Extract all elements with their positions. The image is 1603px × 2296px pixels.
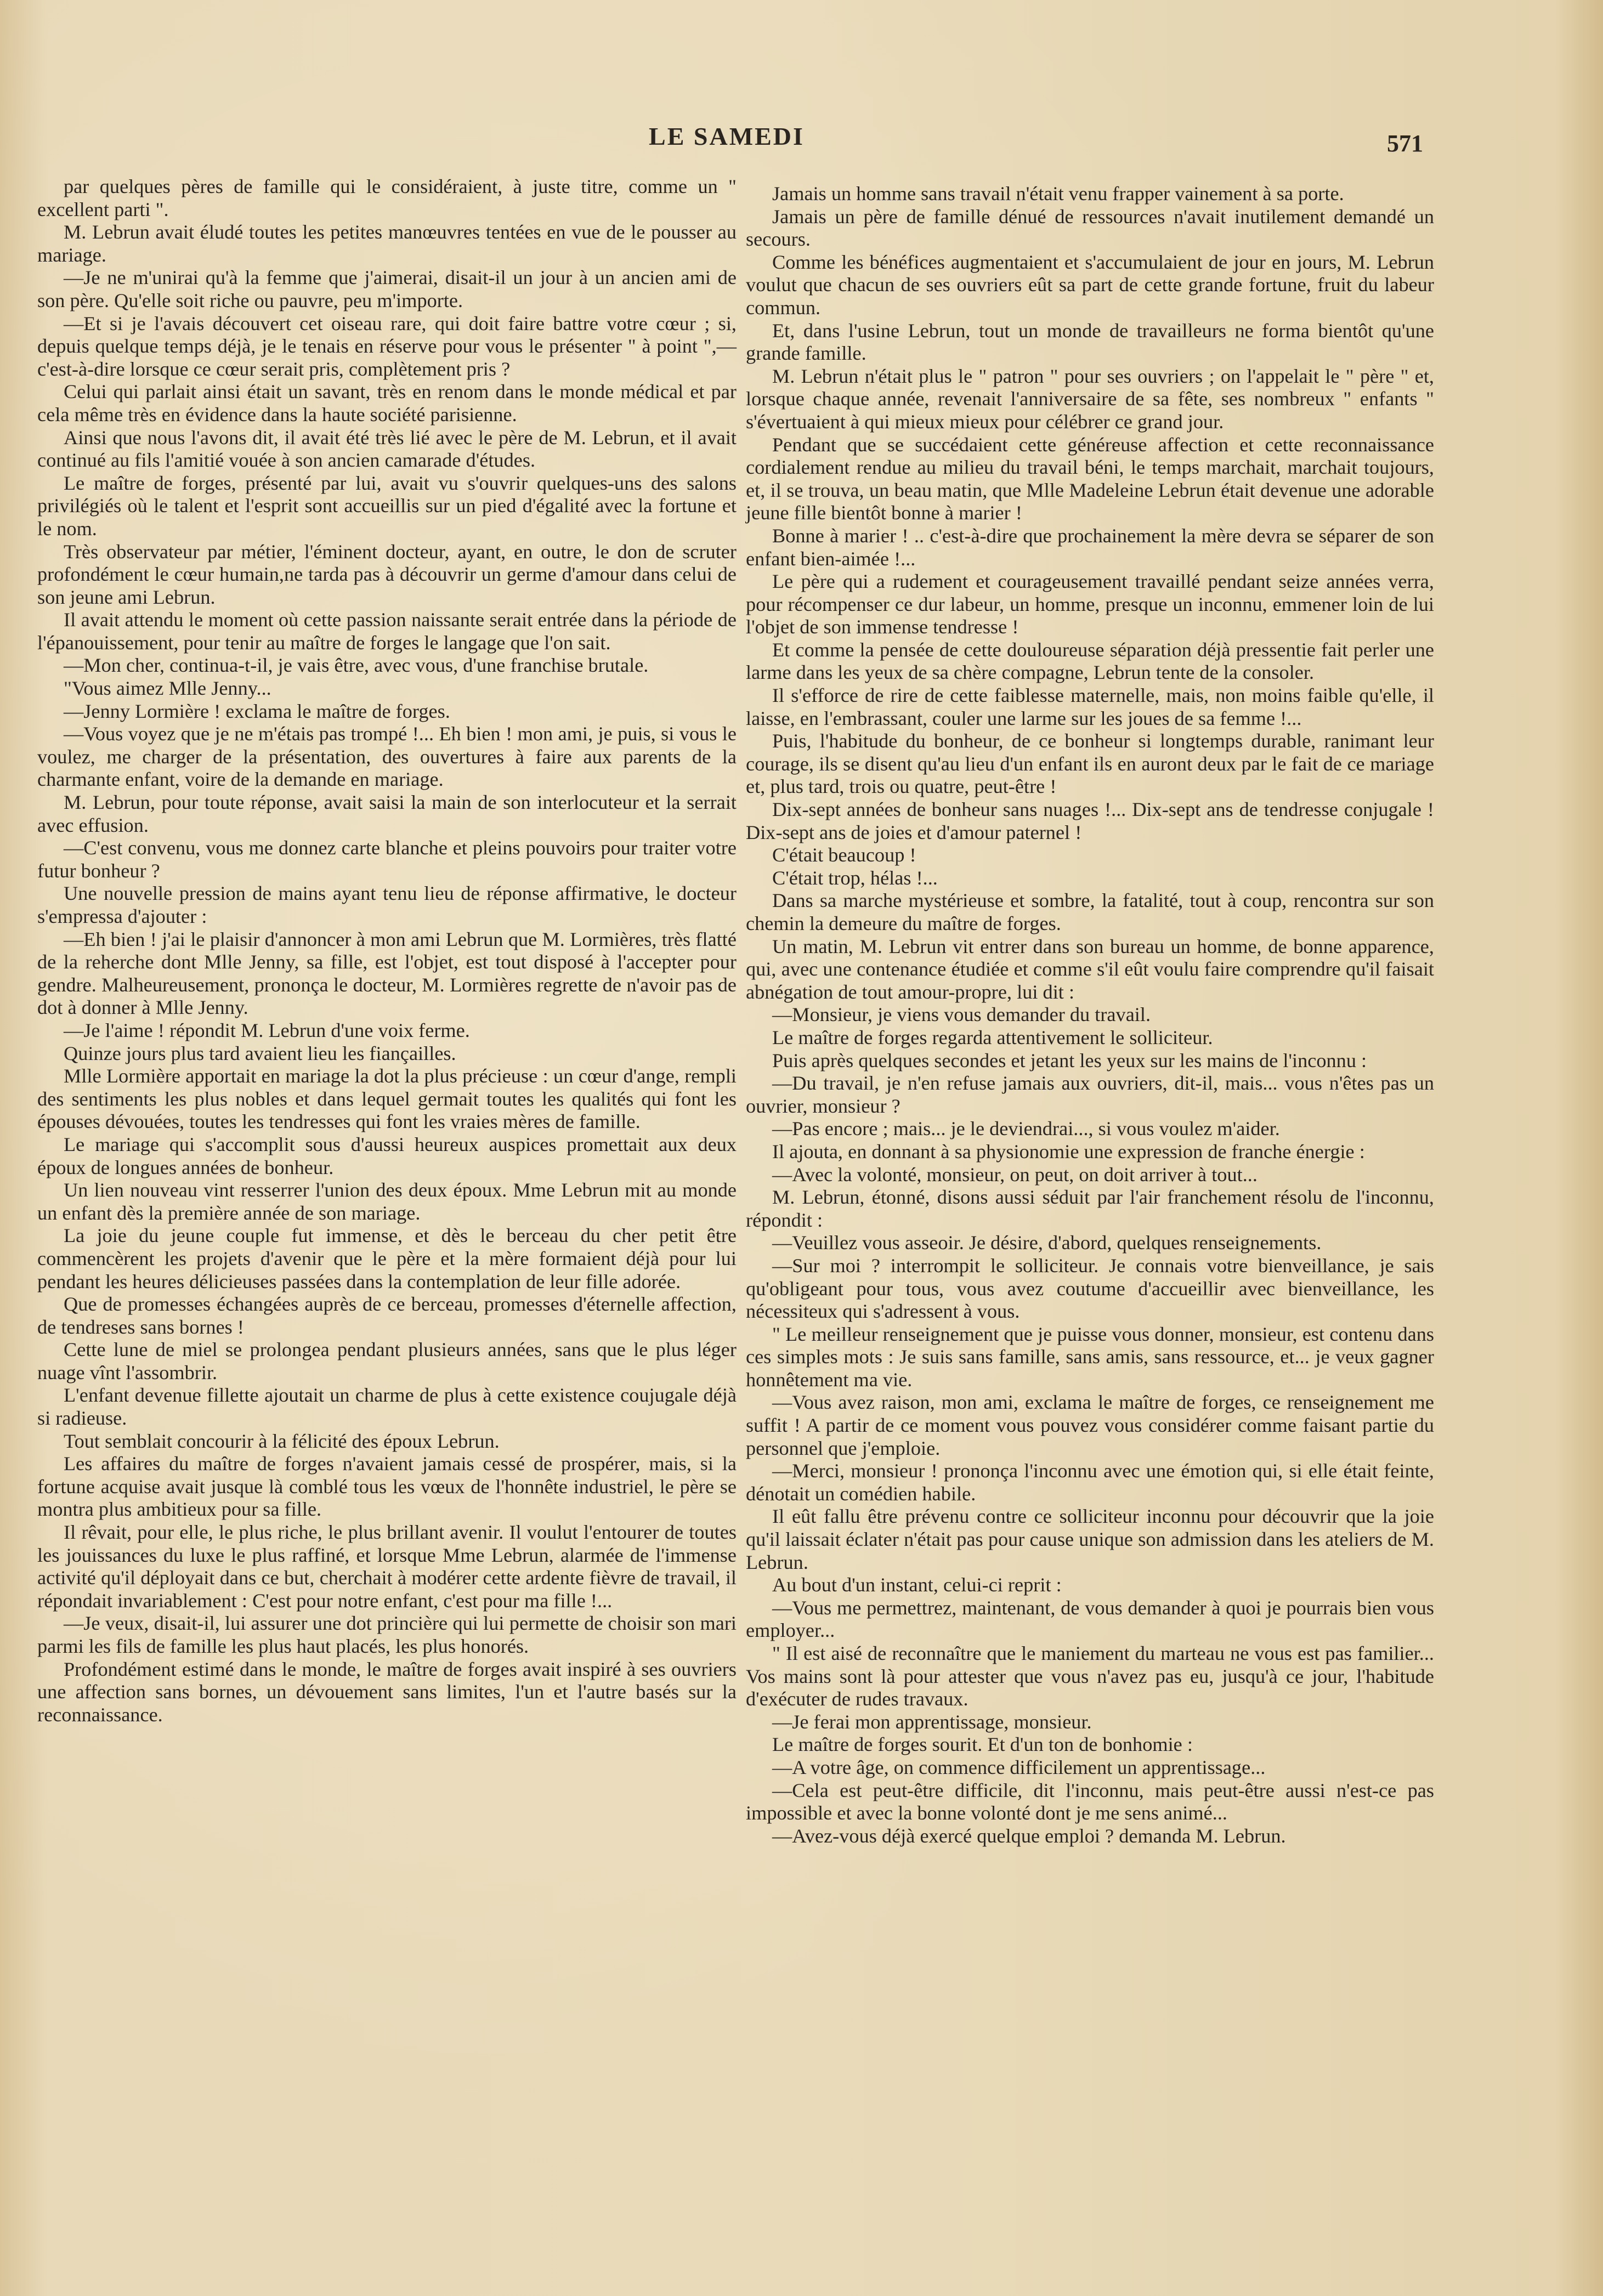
paragraph: —Pas encore ; mais... je le deviendrai..., si vous voulez m'aider. [772, 1118, 1280, 1140]
paragraph: —Mon cher, continua-t-il, je vais être, avec vous, d'une franchise brutale. [64, 654, 649, 677]
page-header-title: LE SAMEDI [649, 122, 805, 150]
paragraph: —Vous voyez que je ne m'étais pas trompé !... Eh bien ! mon ami, je puis, si vous le voulez, me charger de la présentation, des ouvertures à faire aux parents de la charmante enfant, voire de la demande en mariage. [37, 723, 737, 791]
paragraph: —A votre âge, on commence difficilement un apprentissage... [772, 1756, 1266, 1778]
paragraph: Le père qui a rudement et courageusement travaillé pendant seize années verra, pour récompenser ce dur labeur, un homme, presque un inconnu, emmener loin de lui l'objet de son immense tendresse ! [746, 570, 1434, 638]
paragraph: Le maître de forges, présenté par lui, avait vu s'ouvrir quelques-uns des salons privilégiés où le talent et l'esprit sont accueillis sur un pied d'égalité avec la fortune et le nom. [37, 472, 737, 540]
paragraph: Et comme la pensée de cette douloureuse séparation déjà pressentie fait perler une larme dans les yeux de sa chère compagne, Lebrun tente de la consoler. [746, 638, 1434, 684]
paragraph: —Merci, monsieur ! prononça l'inconnu avec une émotion qui, si elle était feinte, dénotait un comédien habile. [746, 1460, 1434, 1505]
paragraph: Et, dans l'usine Lebrun, tout un monde de travailleurs ne forma bientôt qu'une grande famille. [746, 319, 1434, 365]
paragraph: —C'est convenu, vous me donnez carte blanche et pleins pouvoirs pour traiter votre futur bonheur ? [37, 837, 737, 882]
paragraph: —Eh bien ! j'ai le plaisir d'annoncer à mon ami Lebrun que M. Lormières, très flatté de la reherche dont Mlle Jenny, sa fille, est l'objet, est tout disposé à l'accepter pour gendre. Malheureusement, prononça le docteur, M. Lormières regrette de n'avoir pas de dot à donner à Mlle Jenny. [37, 928, 737, 1019]
paragraph: par quelques pères de famille qui le considéraient, à juste titre, comme un " excellent parti ". [37, 175, 737, 220]
paragraph: Dix-sept années de bonheur sans nuages !... Dix-sept ans de tendresse conjugale ! Dix-sept ans de joies et d'amour paternel ! [746, 798, 1434, 843]
paragraph: Le maître de forges sourit. Et d'un ton de bonhomie : [772, 1733, 1193, 1756]
paragraph: Profondément estimé dans le monde, le maître de forges avait inspiré à ses ouvriers une affection sans bornes, un dévouement sans limites, l'un et l'autre basés sur la reconnaissance. [37, 1658, 737, 1726]
paragraph: Puis après quelques secondes et jetant les yeux sur les mains de l'inconnu : [772, 1049, 1367, 1072]
paragraph: Pendant que se succédaient cette généreuse affection et cette reconnaissance cordialement rendue au milieu du travail béni, le temps marchait, marchait toujours, et, il se trouva, un beau matin, que Mlle Madeleine Lebrun était devenue une adorable jeune fille bientôt bonne à marier ! [746, 433, 1434, 524]
paragraph: —Sur moi ? interrompit le solliciteur. Je connais votre bienveillance, je sais qu'obligeant pour tous, vous avez coutume d'accueillir avec bienveillance, les nécessiteux qui s'adressent à vous. [746, 1254, 1434, 1323]
paragraph: Au bout d'un instant, celui-ci reprit : [772, 1574, 1062, 1596]
paragraph: Comme les bénéfices augmentaient et s'accumulaient de jour en jours, M. Lebrun voulut que chacun de ses ouvriers eût sa part de cette grande fortune, fruit du labeur commun. [746, 251, 1434, 319]
paragraph: Quinze jours plus tard avaient lieu les fiançailles. [64, 1042, 456, 1064]
paragraph: Bonne à marier ! .. c'est-à-dire que prochainement la mère devra se séparer de son enfant bien-aimée !... [746, 524, 1434, 570]
paragraph: Jamais un père de famille dénué de ressources n'avait inutilement demandé un secours. [746, 205, 1434, 251]
paragraph: Il avait attendu le moment où cette passion naissante serait entrée dans la période de l'épanouissement, pour tenir au maître de forges le langage que l'on sait. [37, 609, 737, 654]
paragraph: Un lien nouveau vint resserrer l'union des deux époux. Mme Lebrun mit au monde un enfant dès la première année de son mariage. [37, 1179, 737, 1224]
paragraph: —Avec la volonté, monsieur, on peut, on doit arriver à tout... [772, 1163, 1258, 1186]
paragraph: C'était beaucoup ! [772, 844, 916, 866]
paragraph: —Jenny Lormière ! exclama le maître de forges. [64, 700, 450, 722]
paragraph: Un matin, M. Lebrun vit entrer dans son bureau un homme, de bonne apparence, qui, avec une contenance étudiée et comme s'il eût voulu faire comprendre qu'il faisait abnégation de tout amour-propre, lui dit : [746, 935, 1434, 1003]
paragraph: Jamais un homme sans travail n'était venu frapper vainement à sa porte. [772, 183, 1344, 205]
paragraph: —Vous me permettrez, maintenant, de vous demander à quoi je pourrais bien vous employer... [746, 1596, 1434, 1642]
paragraph: Mlle Lormière apportait en mariage la dot la plus précieuse : un cœur d'ange, rempli des sentiments les plus nobles et dans lequel germait toutes les qualités qui font les épouses dévouées, toutes les tendresses qui font les vraies mères de famille. [37, 1065, 737, 1133]
paragraph: Une nouvelle pression de mains ayant tenu lieu de réponse affirmative, le docteur s'empressa d'ajouter : [37, 882, 737, 927]
paragraph: Il rêvait, pour elle, le plus riche, le plus brillant avenir. Il voulut l'entourer de toutes les jouissances du luxe le plus raffiné, et lorsque Mme Lebrun, alarmée de l'immense activité qu'il déployait dans ce but, cherchait à modérer cette ardente fièvre de travail, il répondait invariablement : C'est pour notre enfant, c'est pour ma fille !... [37, 1521, 737, 1612]
paragraph: Il eût fallu être prévenu contre ce solliciteur inconnu pour découvrir que la joie qu'il laissait éclater n'était pas pour cause unique son admission dans les ateliers de M. Lebrun. [746, 1505, 1434, 1573]
paragraph: " Il est aisé de reconnaître que le maniement du marteau ne vous est pas familier... Vos mains sont là pour attester que vous n'avez pas eu, jusqu'à ce jour, l'habitude d'exécuter de rudes travaux. [746, 1642, 1434, 1710]
paragraph: Celui qui parlait ainsi était un savant, très en renom dans le monde médical et par cela même très en évidence dans la haute société parisienne. [37, 381, 737, 426]
paragraph: —Et si je l'avais découvert cet oiseau rare, qui doit faire battre votre cœur ; si, depuis quelque temps déjà, je le tenais en réserve pour vous le présenter " à point ",—c'est-à-dire lorsque ce cœur serait pris, complètement pris ? [37, 312, 737, 380]
paragraph: —Je veux, disait-il, lui assurer une dot princière qui lui permette de choisir son mari parmi les fils de famille les plus haut placés, les plus honorés. [37, 1612, 737, 1657]
paragraph: Tout semblait concourir à la félicité des époux Lebrun. [64, 1430, 500, 1452]
paragraph: Ainsi que nous l'avons dit, il avait été très lié avec le père de M. Lebrun, et il avait continué au fils l'amitié vouée à son ancien camarade d'études. [37, 426, 737, 472]
paragraph: M. Lebrun, pour toute réponse, avait saisi la main de son interlocuteur et la serrait avec effusion. [37, 791, 737, 836]
paragraph: " Le meilleur renseignement que je puisse vous donner, monsieur, est contenu dans ces simples mots : Je suis sans famille, sans amis, sans ressource, et... je veux gagner honnêtement ma vie. [746, 1323, 1434, 1391]
paragraph: Les affaires du maître de forges n'avaient jamais cessé de prospérer, mais, si la fortune acquise avait jusque là comblé tous les vœux de l'honnête industriel, le père se montra plus ambitieux pour sa fille. [37, 1453, 737, 1521]
paragraph: —Du travail, je n'en refuse jamais aux ouvriers, dit-il, mais... vous n'êtes pas un ouvrier, monsieur ? [746, 1072, 1434, 1117]
paragraph: —Veuillez vous asseoir. Je désire, d'abord, quelques renseignements. [772, 1232, 1322, 1254]
paragraph: Le maître de forges regarda attentivement le solliciteur. [772, 1026, 1213, 1048]
paragraph: —Monsieur, je viens vous demander du travail. [772, 1004, 1151, 1026]
paragraph: —Je ne m'unirai qu'à la femme que j'aimerai, disait-il un jour à un ancien ami de son père. Qu'elle soit riche ou pauvre, peu m'importe. [37, 267, 737, 311]
paragraph: La joie du jeune couple fut immense, et dès le berceau du cher petit être commencèrent les projets d'avenir que le père et la mère formaient déjà pour lui pendant les heures délicieuses passées dans la contemplation de leur fille adorée. [37, 1224, 737, 1292]
paragraph: L'enfant devenue fillette ajoutait un charme de plus à cette existence coujugale déjà si radieuse. [37, 1384, 737, 1430]
paragraph: Très observateur par métier, l'éminent docteur, ayant, en outre, le don de scruter profondément le cœur humain,ne tarda pas à découvrir un germe d'amour dans celui de son jeune ami Lebrun. [37, 540, 737, 608]
paragraph: —Vous avez raison, mon ami, exclama le maître de forges, ce renseignement me suffit ! A partir de ce moment vous pouvez vous considérer comme faisant partie du personnel que j'emploie. [746, 1391, 1434, 1459]
paragraph: Le mariage qui s'accomplit sous d'aussi heureux auspices promettait aux deux époux de longues années de bonheur. [37, 1133, 737, 1178]
page-number: 571 [1387, 130, 1423, 157]
paragraph: Cette lune de miel se prolongea pendant plusieurs années, sans que le plus léger nuage vînt l'assombrir. [37, 1339, 737, 1384]
paragraph: Puis, l'habitude du bonheur, de ce bonheur si longtemps durable, ranimant leur courage, ils se disent qu'au lieu d'un enfant ils en auront deux par le fait de ce mariage et, plus tard, trois ou quatre, peut-être ! [746, 730, 1434, 798]
paragraph: "Vous aimez Mlle Jenny... [64, 677, 271, 700]
paragraph: Il ajouta, en donnant à sa physionomie une expression de franche énergie : [772, 1140, 1365, 1163]
paragraph: —Je l'aime ! répondit M. Lebrun d'une voix ferme. [64, 1019, 470, 1041]
paragraph: M. Lebrun n'était plus le " patron " pour ses ouvriers ; on l'appelait le " père " et, lorsque chaque année, revenait l'anniversaire de sa fête, ses nombreux " enfants " s'évertuaient à qui mieux mieux pour célébrer ce grand jour. [746, 365, 1434, 433]
right-text-column [746, 183, 1434, 1847]
left-text-column [37, 175, 737, 1726]
paragraph: M. Lebrun avait éludé toutes les petites manœuvres tentées en vue de le pousser au mariage. [37, 221, 737, 266]
paragraph: —Avez-vous déjà exercé quelque emploi ? demanda M. Lebrun. [772, 1824, 1286, 1847]
paragraph: Que de promesses échangées auprès de ce berceau, promesses d'éternelle affection, de tendreses sans bornes ! [37, 1293, 737, 1338]
paragraph: Il s'efforce de rire de cette faiblesse maternelle, mais, non moins faible qu'elle, il laisse, en l'embrassant, couler une larme sur les joues de sa femme !... [746, 684, 1434, 729]
paragraph: M. Lebrun, étonné, disons aussi séduit par l'air franchement résolu de l'inconnu, répondit : [746, 1186, 1434, 1231]
paragraph: Dans sa marche mystérieuse et sombre, la fatalité, tout à coup, rencontra sur son chemin la demeure du maître de forges. [746, 889, 1434, 934]
paragraph: C'était trop, hélas !... [772, 866, 938, 889]
paragraph: —Cela est peut-être difficile, dit l'inconnu, mais peut-être aussi n'est-ce pas impossible et avec la bonne volonté dont je me sens animé... [746, 1779, 1434, 1824]
paragraph: —Je ferai mon apprentissage, monsieur. [772, 1710, 1092, 1733]
